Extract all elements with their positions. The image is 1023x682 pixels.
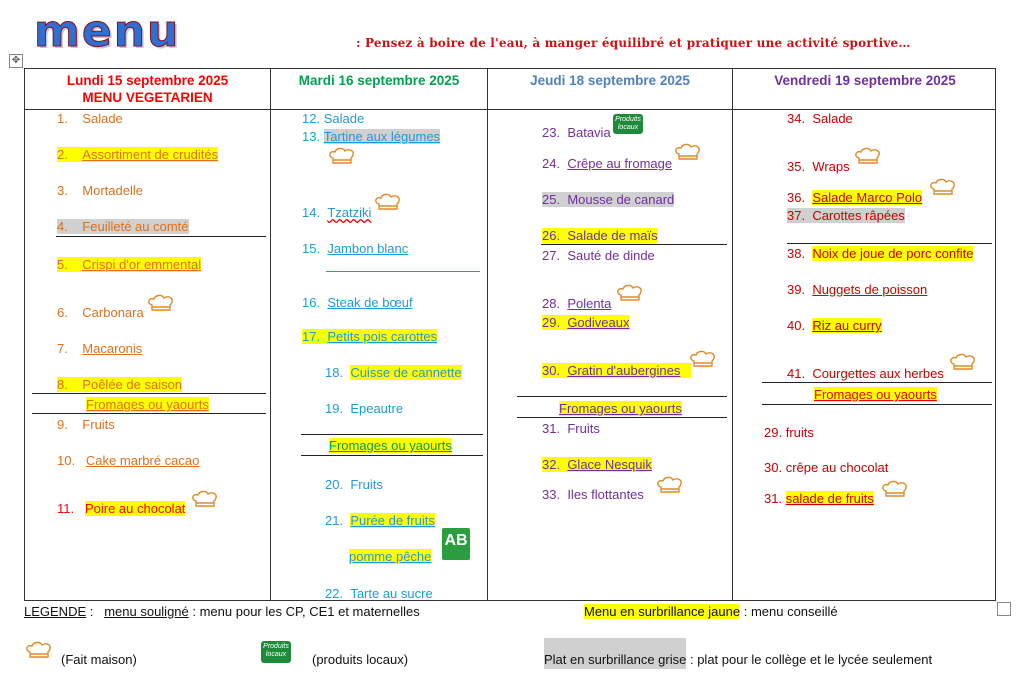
chef-hat-icon [327,147,357,167]
legend-grey: Plat en surbrillance grise : plat pour le collège et le lycée seulement [544,651,932,668]
organic-ab-icon: AB [442,528,470,560]
separator [517,417,727,418]
column-divider [270,69,271,600]
chef-hat-icon [615,284,645,304]
separator [787,243,992,244]
menu-item: 29. Godiveaux [542,315,630,330]
separator [32,413,266,414]
menu-item: 19. Epeautre [325,401,404,416]
chef-hat-icon [948,353,978,373]
menu-item: pomme pêche [349,549,432,564]
menu-item: 35. Wraps [787,159,850,174]
menu-item: 9. Fruits [57,417,115,432]
menu-item: 32. Glace Nesquik [542,457,652,472]
menu-item: 3. Mortadelle [57,183,143,198]
column-divider [487,69,488,600]
menu-item: 25. Mousse de canard [542,192,675,207]
menu-item: 15. Jambon blanc [302,241,409,256]
menu-item: 5. Crispi d'or emmental [57,257,202,272]
separator [762,382,992,383]
menu-item: 13. Tartine aux légumes [302,129,441,144]
menu-item: 31. Fruits [542,421,600,436]
menu-item: 10. Cake marbré cacao [57,453,200,468]
day-title: Lundi 15 septembre 2025 [66,73,229,88]
menu-item: 20. Fruits [325,477,383,492]
menu-item: 28. Polenta [542,296,612,311]
menu-item: 22. Tarte au sucre [325,586,433,601]
menu-item: 6. Carbonara [57,305,144,320]
chef-hat-icon [928,178,958,198]
chef-hat-icon [673,143,703,163]
local-products-icon: Produits locaux [261,641,291,663]
chef-hat-icon [853,147,883,167]
menu-item: 37. Carottes râpées [787,208,905,223]
separator [326,271,480,272]
menu-item: 31. salade de fruits [764,491,874,506]
separator [541,244,727,245]
legend-homemade: (Fait maison) [61,652,137,667]
table-move-handle-icon[interactable]: ✥ [9,54,23,68]
menu-item: 7. Macaronis [57,341,143,356]
chef-hat-icon [373,193,403,213]
separator [56,236,266,237]
chef-hat-icon [688,350,718,370]
separator [32,393,266,394]
menu-item: 41. Courgettes aux herbes [787,366,944,381]
chef-hat-icon [24,641,54,661]
menu-item: 39. Nuggets de poisson [787,282,928,297]
menu-item: 17. Petits pois carottes [302,329,438,344]
menu-item: 1. Salade [57,111,123,126]
separator [517,396,727,397]
menu-item: 18. Cuisse de cannette [325,365,462,380]
menu-item: 24. Crêpe au fromage [542,156,673,171]
menu-item: Fromages ou yaourts [814,387,937,402]
separator [762,404,992,405]
menu-item: 38. Noix de joue de porc confite [787,246,974,261]
menu-item: 30. crêpe au chocolat [764,460,889,475]
menu-item: 4. Feuilleté au comté [57,219,189,234]
day-header-lundi [25,72,270,106]
separator [301,434,483,435]
day-header-jeudi: Jeudi 18 septembre 2025 [530,73,690,88]
menu-item: Fromages ou yaourts [329,438,452,453]
local-products-icon: Produits locaux [613,114,643,134]
menu-item: 14. Tzatziki [302,205,372,220]
chef-hat-icon [655,476,685,496]
chef-hat-icon [146,294,176,314]
menu-item: 16. Steak de bœuf [302,295,413,310]
menu-logo: menu [34,6,181,57]
menu-item: Fromages ou yaourts [559,401,682,416]
menu-item: 11. Poire au chocolat [57,501,186,516]
legend-local: (produits locaux) [312,652,409,667]
chef-hat-icon [880,480,910,500]
legend-line-1: LEGENDE : menu souligné : menu pour les CP, CE1 et maternelles [24,604,420,619]
legend-yellow: Menu en surbrillance jaune : menu conseillé [584,604,838,619]
menu-item: 36. Salade Marco Polo [787,190,923,205]
menu-item: 12. Salade [302,111,365,126]
table-resize-handle[interactable] [997,602,1011,616]
day-subtitle: MENU VEGETARIEN [82,90,213,105]
menu-item: 26. Salade de maïs [542,228,658,243]
column-divider [732,69,733,600]
separator [301,455,483,456]
menu-item: 40. Riz au curry [787,318,882,333]
day-header-vendredi: Vendredi 19 septembre 2025 [774,73,956,88]
menu-item: 21. Purée de fruits [325,513,435,528]
menu-item: 33. Iles flottantes [542,487,644,502]
menu-item: 2. Assortiment de crudités [57,147,219,162]
menu-item: 27. Sauté de dinde [542,248,655,263]
menu-item: 23. Batavia [542,125,611,140]
tagline: : Pensez à boire de l'eau, à manger équilibré et pratiquer une activité sportive… [356,36,911,50]
chef-hat-icon [190,490,220,510]
menu-item: 8. Poêlée de saison [57,377,183,392]
day-header-mardi: Mardi 16 septembre 2025 [298,73,460,88]
menu-item: 30. Gratin d'aubergines [542,362,691,379]
menu-item: 29. fruits [764,425,814,440]
menu-item: 34. Salade [787,111,853,126]
menu-item: Fromages ou yaourts [86,397,209,412]
